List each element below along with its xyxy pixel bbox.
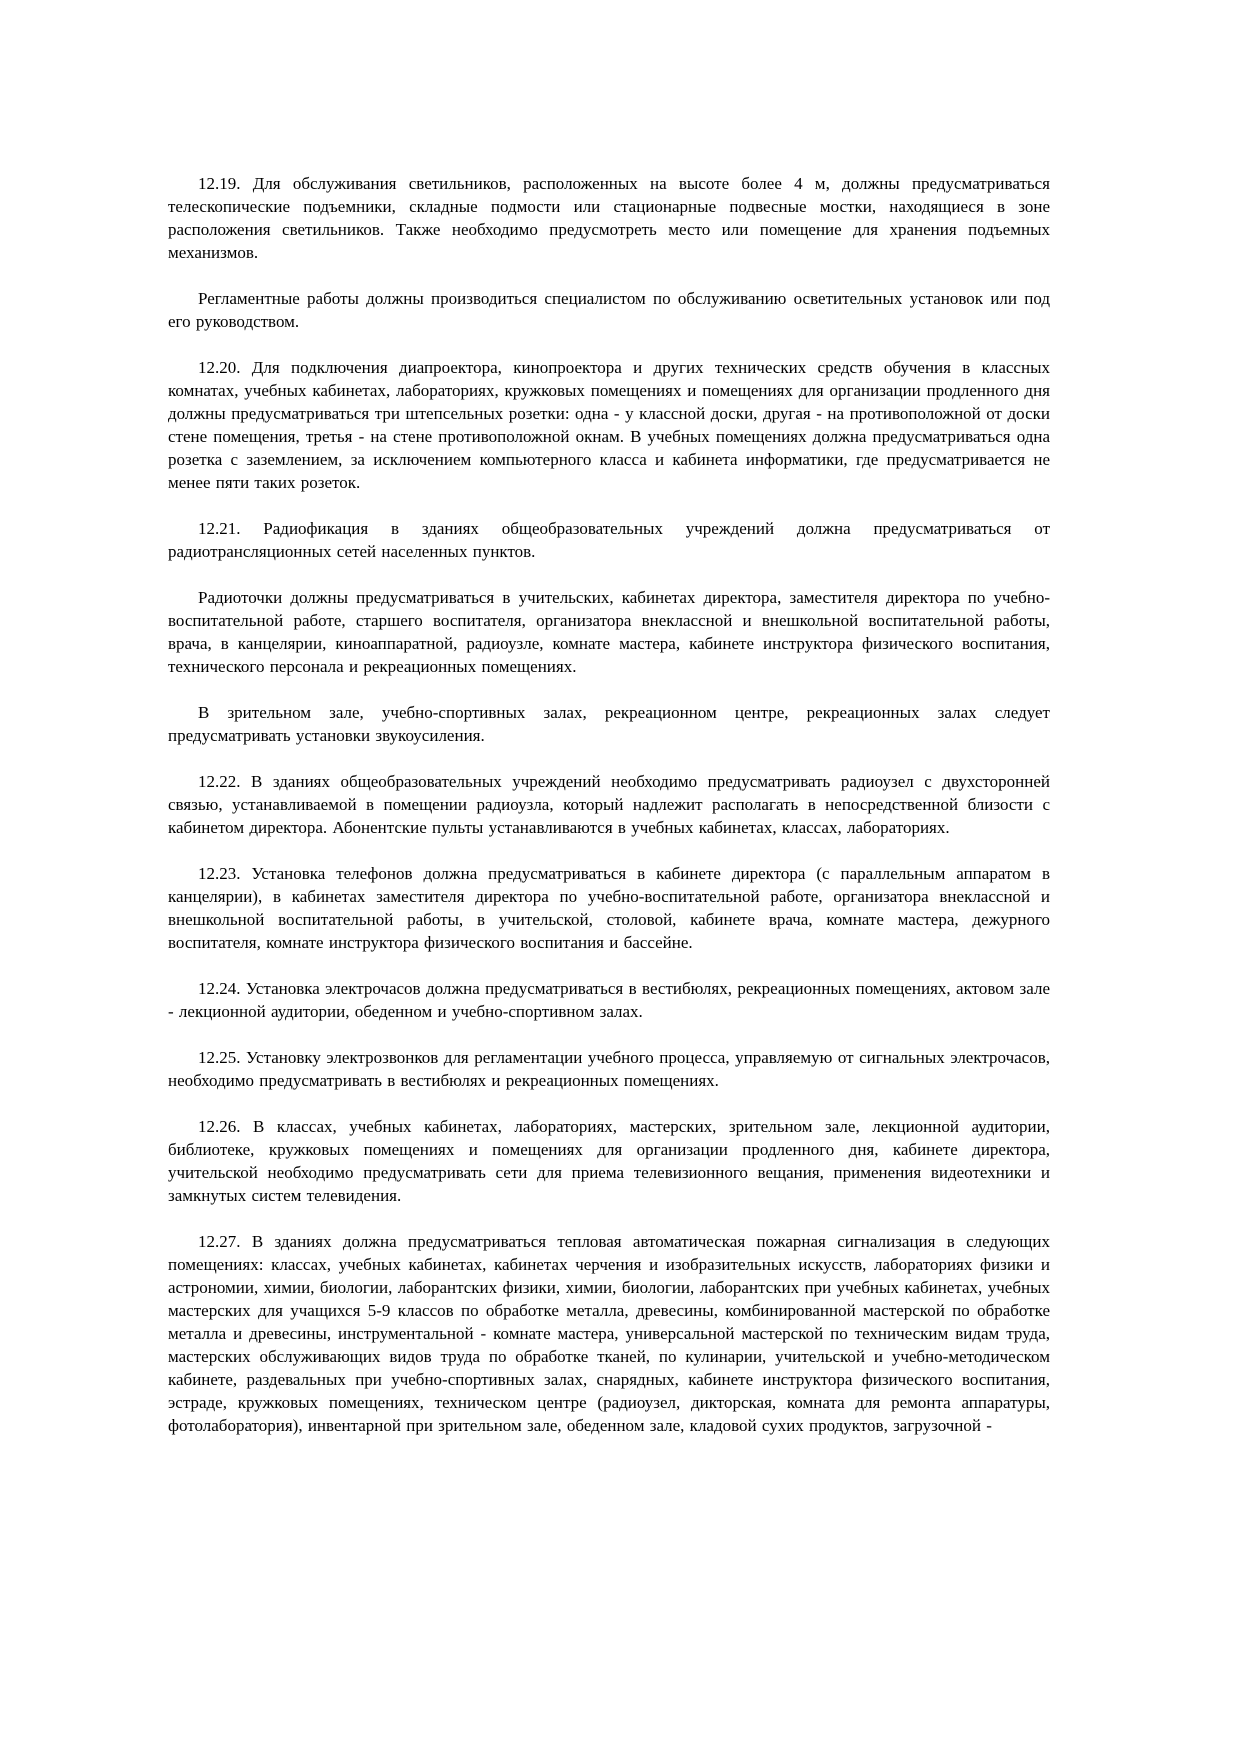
paragraph-12-21: 12.21. Радиофикация в зданиях общеобразовательных учреждений должна предусматриваться от радиотрансляционных сетей населенных пунктов. — [168, 519, 1050, 561]
document-text-block — [168, 172, 1050, 1437]
paragraph-12-22: 12.22. В зданиях общеобразовательных учреждений необходимо предусматривать радиоузел с двухсторонней связью, устанавливаемой в помещении радиоузла, который надлежит располагать в непосредственной близости с кабинетом директора. Абонентские пульты устанавливаются в учебных кабинетах, классах, лабораториях. — [168, 772, 1050, 837]
paragraph-12-26: 12.26. В классах, учебных кабинетах, лабораториях, мастерских, зрительном зале, лекционной аудитории, библиотеке, кружковых помещениях и помещениях для организации продленного дня, кабинете директора, учительской необходимо предусматривать сети для приема телевизионного вещания, применения видеотехники и замкнутых систем телевидения. — [168, 1117, 1050, 1205]
paragraph-12-19: 12.19. Для обслуживания светильников, расположенных на высоте более 4 м, должны предусматриваться телескопические подъемники, складные подмости или стационарные подвесные мостки, находящиеся в зоне расположения светильников. Также необходимо предусмотреть место или помещение для хранения подъемных механизмов. — [168, 174, 1050, 262]
paragraph-12-19-a: Регламентные работы должны производиться специалистом по обслуживанию осветительных установок или под его руководством. — [168, 289, 1050, 331]
paragraph-12-24: 12.24. Установка электрочасов должна предусматриваться в вестибюлях, рекреационных помещениях, актовом зале - лекционной аудитории, обеденном и учебно-спортивном залах. — [168, 979, 1050, 1021]
paragraph-12-27: 12.27. В зданиях должна предусматриваться тепловая автоматическая пожарная сигнализация в следующих помещениях: классах, учебных кабинетах, кабинетах черчения и изобразительных искусств, лабораториях физики и астрономии, химии, биологии, лаборантских физики, химии, биологии, лаборантских при учебных кабинетах, учебных мастерских для учащихся 5-9 классов по обработке металла, древесины, комбинированной мастерской по обработке металла и древесины, инструментальной - комнате мастера, универсальной мастерской по техническим видам труда, мастерских обслуживающих видов труда по обработке тканей, по кулинарии, учительской и учебно-методическом кабинете, раздевальных при учебно-спортивных залах, снарядных, кабинете инструктора физического воспитания, эстраде, кружковых помещениях, техническом центре (радиоузел, дикторская, комната для ремонта аппаратуры, фотолаборатория), инвентарной при зрительном зале, обеденном зале, кладовой сухих продуктов, загрузочной - — [168, 1232, 1050, 1435]
paragraph-12-23: 12.23. Установка телефонов должна предусматриваться в кабинете директора (с параллельным аппаратом в канцелярии), в кабинетах заместителя директора по учебно-воспитательной работе, организатора внеклассной и внешкольной воспитательной работы, в учительской, столовой, кабинете врача, комнате мастера, дежурного воспитателя, комнате инструктора физического воспитания и бассейне. — [168, 864, 1050, 952]
paragraph-12-21-b: В зрительном зале, учебно-спортивных залах, рекреационном центре, рекреационных залах следует предусматривать установки звукоусиления. — [168, 703, 1050, 745]
paragraph-12-21-a: Радиоточки должны предусматриваться в учительских, кабинетах директора, заместителя директора по учебно-воспитательной работе, старшего воспитателя, организатора внеклассной и внешкольной воспитательной работы, врача, в канцелярии, киноаппаратной, радиоузле, комнате мастера, кабинете инструктора физического воспитания, технического персонала и рекреационных помещениях. — [168, 588, 1050, 676]
paragraph-12-25: 12.25. Установку электрозвонков для регламентации учебного процесса, управляемую от сигнальных электрочасов, необходимо предусматривать в вестибюлях и рекреационных помещениях. — [168, 1048, 1050, 1090]
paragraph-12-20: 12.20. Для подключения диапроектора, кинопроектора и других технических средств обучения в классных комнатах, учебных кабинетах, лабораториях, кружковых помещениях и помещениях для организации продленного дня должны предусматриваться три штепсельных розетки: одна - у классной доски, другая - на противоположной от доски стене помещения, третья - на стене противоположной окнам. В учебных помещениях должна предусматриваться одна розетка с заземлением, за исключением компьютерного класса и кабинета информатики, где предусматривается не менее пяти таких розеток. — [168, 358, 1050, 492]
